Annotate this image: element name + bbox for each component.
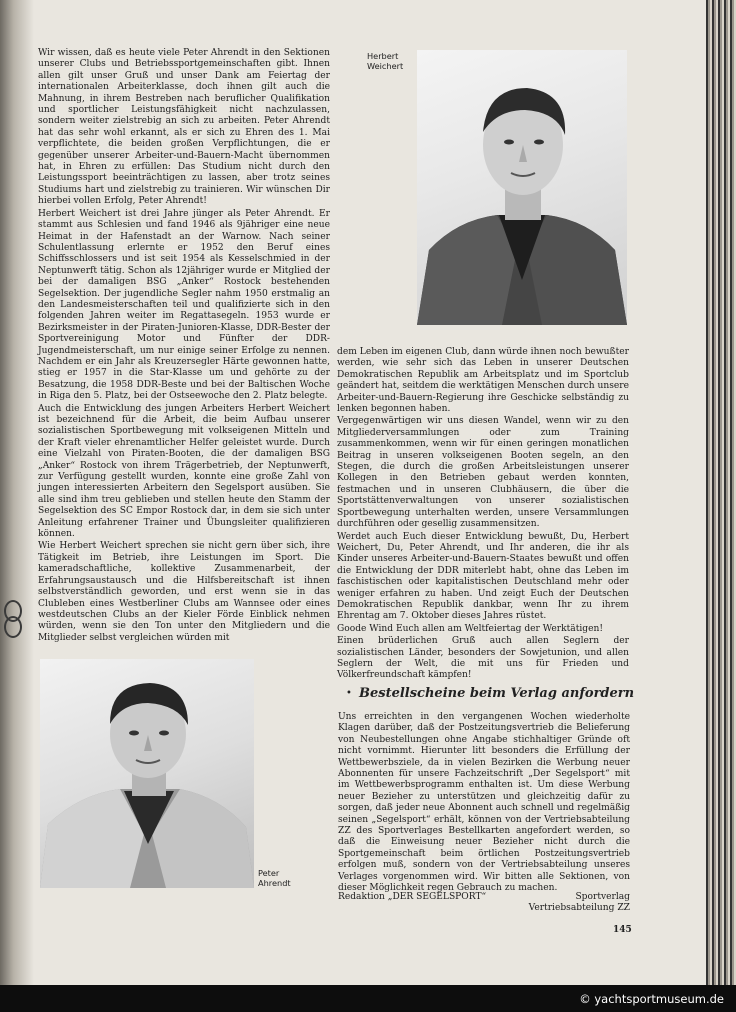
paragraph: dem Leben im eigenen Club, dann würde ihnen noch bewußter werden, wie sehr sich das Leben in unserer Deutschen Demokratischen Republik am Arbeitsplatz und im Sportclub geändert hat, seitdem die werktätigen Menschen durch unsere Arbeiter-und-Bauern-Regierung ihre Geschicke selbständig zu lenken begonnen haben. — [337, 347, 629, 415]
page-number: 145 — [613, 925, 632, 935]
signature-editorial: Redaktion „DER SEGELSPORT“ — [338, 892, 487, 902]
bullet-dot: • — [346, 688, 352, 699]
left-column-article — [38, 48, 330, 645]
page-binding — [0, 0, 34, 985]
paragraph: Wie Herbert Weichert sprechen sie nicht gern über sich, ihre Tätigkeit im Betrieb, ihre Leistungen im Sport. Die kameradschaftliche, kollektive Zusammenarbeit, der Erfahrungsaustausch und die Hilfsbereitschaft ist ihnen selbstverständlich geworden, und erst wenn sie in das Clubleben eines Westberliner Clubs am Wannsee oder eines westdeutschen Clubs an der Kieler Förde Einblick nehmen würden, wenn sie den Ton unter den Mitgliedern und die Mitglieder selbst vergleichen würden mit — [38, 541, 330, 643]
paragraph: Herbert Weichert ist drei Jahre jünger als Peter Ahrendt. Er stammt aus Schlesien und fand 1946 als 9jähriger eine neue Heimat in der Hafenstadt an der Warnow. Nach seiner Schulentlassung erlernte er 1952 den Beruf eines Schiffsschlossers und ist seit 1954 als Kesselschmied in der Neptunwerft tätig. Schon als 12jähriger wurde er Mitglied der bei der damaligen BSG „Anker“ Rostock bestehenden Segelsektion. Der jugendliche Segler nahm 1950 erstmalig an den Landesmeisterschaften teil und qualifizierte sich in den folgenden Jahren weiter im Regattasegeln. 1953 wurde er Bezirksmeister in der Piraten-Junioren-Klasse, DDR-Bester der Sportvereinigung Motor und Fünfter der DDR-Jugendmeisterschaft, um nur einige seiner Erfolge zu nennen. Nachdem er ein Jahr als Kreuzersegler Härte gewonnen hatte, stieg er 1957 in die Star-Klasse um und gehörte zu der Besatzung, die 1958 DDR-Beste und bei der Baltischen Woche in Riga den 5. Platz, bei der Ostseewoche den 2. Platz belegte. — [38, 208, 330, 402]
paragraph: Auch die Entwicklung des jungen Arbeiters Herbert Weichert ist bezeichnend für die Arbeit, die beim Aufbau unserer sozialistischen Sportbewegung mit volkseigenen Mitteln und der Kraft vieler ehrenamtlicher Helfer geleistet wurde. Durch eine Vielzahl von Piraten-Booten, die der damaligen BSG „Anker“ Rostock von ihrem Trägerbetrieb, der Neptunwerft, zur Verfügung gestellt wurden, konnte eine große Zahl von jungen interessierten Arbeitern den Segelsport ausüben. Sie alle sind ihm treu geblieben und stellen heute den Stamm der Segelsektion des SC Empor Rostock dar, in dem sie sich unter Anleitung erfahrener Trainer und Übungsleiter qualifizieren können. — [38, 403, 330, 540]
box-headline: Bestellscheine beim Verlag anfordern — [359, 686, 635, 701]
page-stack-edge — [706, 0, 736, 985]
photo-caption-herbert: Herbert Weichert — [367, 51, 404, 71]
signature-publisher-line2: Vertriebsabteilung ZZ — [528, 903, 630, 914]
signature-publisher-line1: Sportverlag — [575, 892, 630, 902]
box-text — [338, 712, 630, 896]
paragraph: Uns erreichten in den vergangenen Wochen wiederholte Klagen darüber, daß der Postzeitungsvertrieb die Belieferung von Neubestellungen ohne Angabe stichhaltiger Gründe oft nicht vornimmt. Hierunter litt besonders die Erfüllung der Wettbewerbsziele, da in vielen Bezirken die Werbung neuer Abonnenten für unsere Fachzeitschrift „Der Segelsport“ mit im Wettbewerbsprogramm enthalten ist. Um diese Werbung neuer Bezieher zu unterstützen und gleichzeitig dafür zu sorgen, daß jeder neue Abonnent auch schnell und regelmäßig seinen „Segelsport“ erhält, können von der Vertriebsabteilung ZZ des Sportverlages Bestellkarten angefordert werden, so daß die Einweisung neuer Bezieher nicht durch die Sportgemeinschaft beim örtlichen Postzeitungsvertrieb erfolgen muß, sondern von der Vertriebsabteilung unseres Verlages vorgenommen wird. Wir bitten alle Sektionen, von dieser Möglichkeit regen Gebrauch zu machen. — [338, 712, 630, 894]
portrait-photo-peter — [40, 659, 254, 888]
paragraph: Wir wissen, daß es heute viele Peter Ahrendt in den Sektionen unserer Clubs und Betriebssportgemeinschaften gibt. Ihnen allen gilt unser Gruß und unser Dank am Feiertag der internationalen Arbeiterklasse, doch ihnen gilt auch die Mahnung, in ihrem Bestreben nach beruflicher Qualifikation und sportlicher Leistungsfähigkeit nicht nachzulassen, sondern weiter zielstrebig an sich zu arbeiten. Peter Ahrendt hat das sehr wohl erkannt, als er sich zu Ehren des 1. Mai verpflichtete, die beiden großen Verpflichtungen, die er gegenüber unserer Arbeiter-und-Bauern-Macht übernommen hat, in Ehren zu erfüllen: Das Studium nicht durch den Leistungssport beeinträchtigen zu lassen, aber trotz seines Studiums hart und zielstrebig zu trainieren. Wir wünschen Dir hierbei vollen Erfolg, Peter Ahrendt! — [38, 48, 330, 207]
paragraph: Goode Wind Euch allen am Weltfeiertag der Werktätigen! — [337, 623, 603, 634]
right-column-article — [337, 347, 629, 683]
binding-ring — [4, 616, 22, 638]
paragraph: Werdet auch Euch dieser Entwicklung bewußt, Du, Herbert Weichert, Du, Peter Ahrendt, und Ihr anderen, die ihr als Kinder unseres Arbeiter-und-Bauern-Staates bewußt und offen die Entwicklung der DDR miterlebt habt, ohne das Leben im faschistischen oder kapitalistischen Deutschland mehr oder weniger erfahren zu haben. Und zeigt Euch der Deutschen Demokratischen Republik dankbar, wenn Ihr zu ihrem Ehrentag am 7. Oktober dieses Jahres rüstet. — [337, 531, 629, 622]
signature-publisher — [529, 892, 630, 915]
paragraph: Einen brüderlichen Gruß auch allen Seglern der sozialistischen Länder, besonders der Sowjetunion, und allen Seglern der Welt, die mit uns für Frieden und Völkerfreundschaft kämpfen! — [337, 636, 629, 681]
watermark-text: © yachtsportmuseum.de — [579, 992, 724, 1006]
photo-caption-peter: Peter Ahrendt — [258, 868, 291, 888]
portrait-photo-herbert — [417, 50, 627, 325]
paragraph: Vergegenwärtigen wir uns diesen Wandel, wenn wir zu den Mitgliederversammlungen oder zum Training zusammenkommen, wenn wir für einen geringen monatlichen Beitrag in unseren volkseigenen Booten segeln, an den Stegen, die durch die großen Arbeitsleistungen unserer Kollegen in den Betrieben gebaut werden konnten, festmachen und in unseren Clubhäusern, die über die Sportstättenverwaltungen von unserer sozialistischen Sportbewegung unterhalten werden, unsere Versammlungen durchführen oder gesellig zusammensitzen. — [337, 416, 629, 530]
